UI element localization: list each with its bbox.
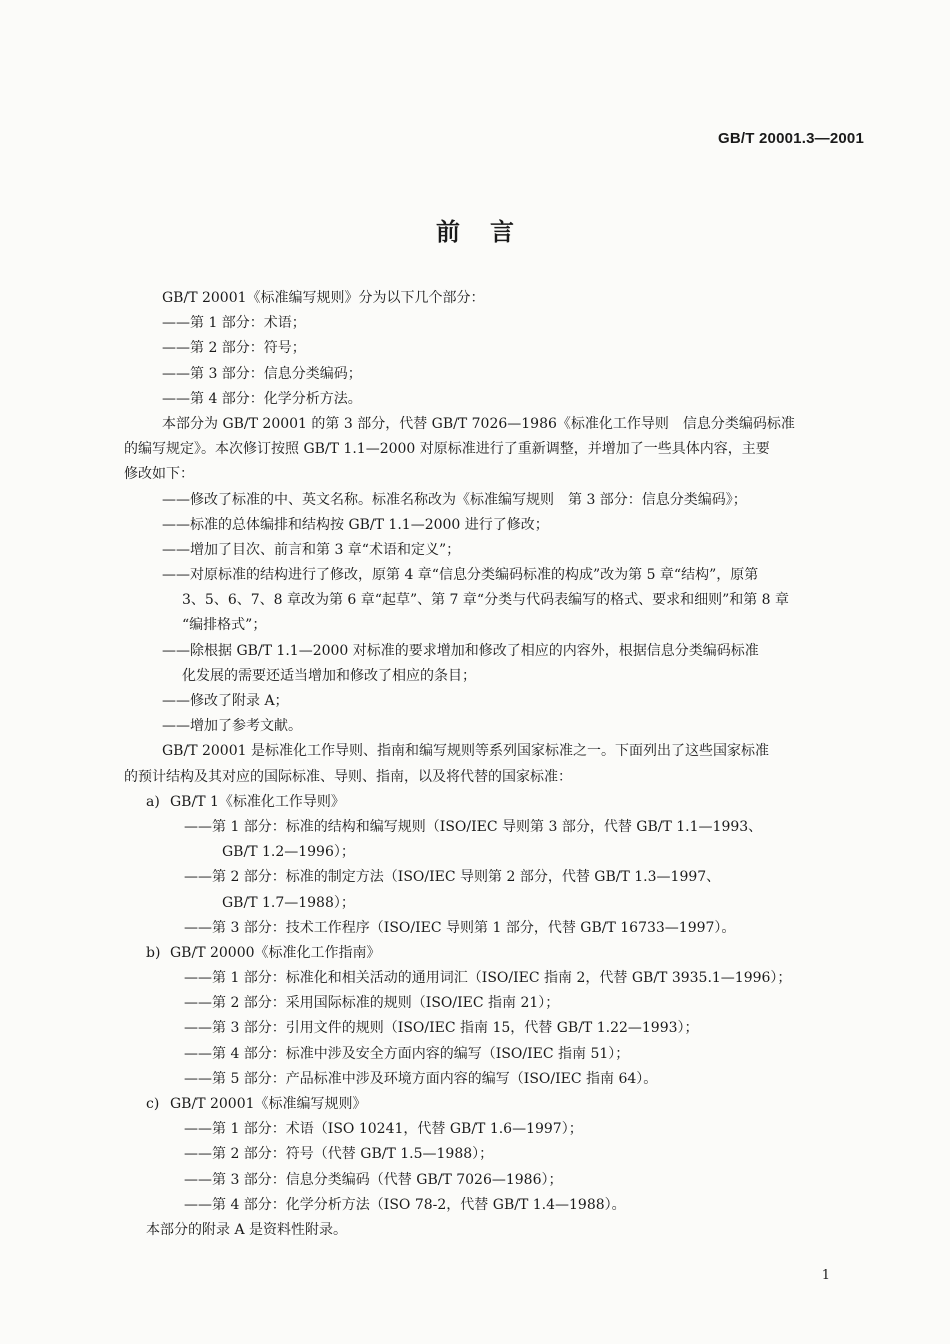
group-heading: [124, 941, 864, 966]
series-group-b: [124, 941, 864, 1092]
paragraph-line: 修改如下：: [124, 466, 194, 483]
paragraph-line: 的编写规定》。本次修订按照 GB/T 1.1—2000 对原标准进行了重新调整，并增加了一些具体内容，主要: [124, 441, 770, 458]
group-item: [124, 1117, 864, 1142]
group-item: [124, 966, 864, 991]
group-item: [124, 815, 864, 865]
part-item: ——第 1 部分：术语；: [162, 315, 306, 332]
paragraph-line: GB/T 20001 是标准化工作导则、指南和编写规则等系列国家标准之一。下面列出了这些国家标准: [162, 743, 769, 760]
group-item-line: ——第 2 部分：采用国际标准的规则（ISO/IEC 指南 21）；: [184, 995, 560, 1012]
group-item: [124, 1016, 864, 1041]
change-line: 化发展的需要还适当增加和修改了相应的条目；: [182, 667, 476, 684]
group-item-line: ——第 4 部分：标准中涉及安全方面内容的编写（ISO/IEC 指南 51）；: [184, 1045, 630, 1062]
group-item-line: ——第 3 部分：技术工作程序（ISO/IEC 导则第 1 部分，代替 GB/T 16733—1997）。: [184, 919, 736, 936]
intro-paragraph: GB/T 20001《标准编写规则》分为以下几个部分：: [162, 290, 485, 306]
series-group-c: [124, 1092, 864, 1218]
change-item: [124, 563, 864, 639]
group-heading: [124, 790, 864, 815]
group-item: [124, 1042, 864, 1067]
group-title: GB/T 20001《标准编写规则》: [170, 1096, 367, 1112]
group-item: [124, 1142, 864, 1167]
change-line: ——对原标准的结构进行了修改，原第 4 章“信息分类编码标准的构成”改为第 5 章“结构”，原第: [162, 567, 759, 584]
group-heading: [124, 1092, 864, 1117]
part-item: ——第 3 部分：信息分类编码；: [162, 365, 362, 382]
closing-paragraph: 本部分的附录 A 是资料性附录。: [146, 1221, 348, 1238]
document-body: [124, 286, 864, 1243]
group-item-line: ——第 3 部分：引用文件的规则（ISO/IEC 指南 15，代替 GB/T 1.22—1993）；: [184, 1020, 699, 1037]
group-marker: b): [146, 944, 161, 961]
group-item-line: ——第 4 部分：化学分析方法（ISO 78-2，代替 GB/T 1.4—1988）。: [184, 1196, 626, 1213]
group-item: [124, 1193, 864, 1218]
group-marker: a): [146, 793, 160, 810]
group-title: GB/T 1《标准化工作导则》: [170, 793, 345, 810]
change-line: “编排格式”；: [182, 617, 267, 634]
page-title: 前言: [436, 218, 544, 246]
paragraph-line: 的预计结构及其对应的国际标准、导则、指南，以及将代替的国家标准：: [124, 768, 572, 785]
group-item: [124, 916, 864, 941]
group-item: [124, 1168, 864, 1193]
group-item: [124, 991, 864, 1016]
change-item: ——增加了目次、前言和第 3 章“术语和定义”；: [162, 541, 461, 558]
group-item-line: GB/T 1.2—1996）；: [222, 844, 355, 861]
group-item-line: ——第 3 部分：信息分类编码（代替 GB/T 7026—1986）；: [184, 1171, 563, 1188]
group-item-line: ——第 2 部分：标准的制定方法（ISO/IEC 导则第 2 部分，代替 GB/T 1.3—1997、: [184, 869, 721, 886]
group-item-line: ——第 1 部分：术语（ISO 10241，代替 GB/T 1.6—1997）；: [184, 1121, 583, 1138]
series-paragraph: [124, 739, 864, 789]
change-line: 3、5、6、7、8 章改为第 6 章“起草”、第 7 章“分类与代码表编写的格式、要求和细则”和第 8 章: [182, 592, 790, 609]
group-item: [124, 865, 864, 915]
parts-list: [124, 311, 864, 412]
group-marker: c): [146, 1096, 160, 1112]
paragraph-line: 本部分为 GB/T 20001 的第 3 部分，代替 GB/T 7026—1986《标准化工作导则 信息分类编码标准: [162, 415, 795, 432]
group-item: [124, 1067, 864, 1092]
change-item: ——增加了参考文献。: [162, 718, 302, 735]
change-item: ——修改了附录 A；: [162, 693, 289, 709]
page-number: 1: [821, 1268, 830, 1283]
change-line: ——除根据 GB/T 1.1—2000 对标准的要求增加和修改了相应的内容外，根据信息分类编码标准: [162, 642, 759, 659]
standard-code: GB/T 20001.3—2001: [718, 130, 864, 147]
change-item: ——修改了标准的中、英文名称。标准名称改为《标准编写规则 第 3 部分：信息分类编码》；: [162, 491, 747, 508]
changes-list: [124, 488, 864, 740]
part-item: ——第 4 部分：化学分析方法。: [162, 390, 362, 407]
group-title: GB/T 20000《标准化工作指南》: [170, 944, 381, 961]
change-item: ——标准的总体编排和结构按 GB/T 1.1—2000 进行了修改；: [162, 516, 549, 533]
group-item-line: ——第 1 部分：标准的结构和编写规则（ISO/IEC 导则第 3 部分，代替 GB/T 1.1—1993、: [184, 818, 763, 835]
series-group-a: [124, 790, 864, 941]
part-item: ——第 2 部分：符号；: [162, 340, 306, 357]
group-item-line: ——第 5 部分：产品标准中涉及环境方面内容的编写（ISO/IEC 指南 64）。: [184, 1070, 658, 1087]
replace-paragraph: [124, 412, 864, 488]
change-item: [124, 639, 864, 689]
group-item-line: ——第 2 部分：符号（代替 GB/T 1.5—1988）；: [184, 1146, 494, 1163]
group-item-line: ——第 1 部分：标准化和相关活动的通用词汇（ISO/IEC 指南 2，代替 GB/T 3935.1—1996）；: [184, 970, 792, 987]
group-item-line: GB/T 1.7—1988）；: [222, 894, 355, 911]
